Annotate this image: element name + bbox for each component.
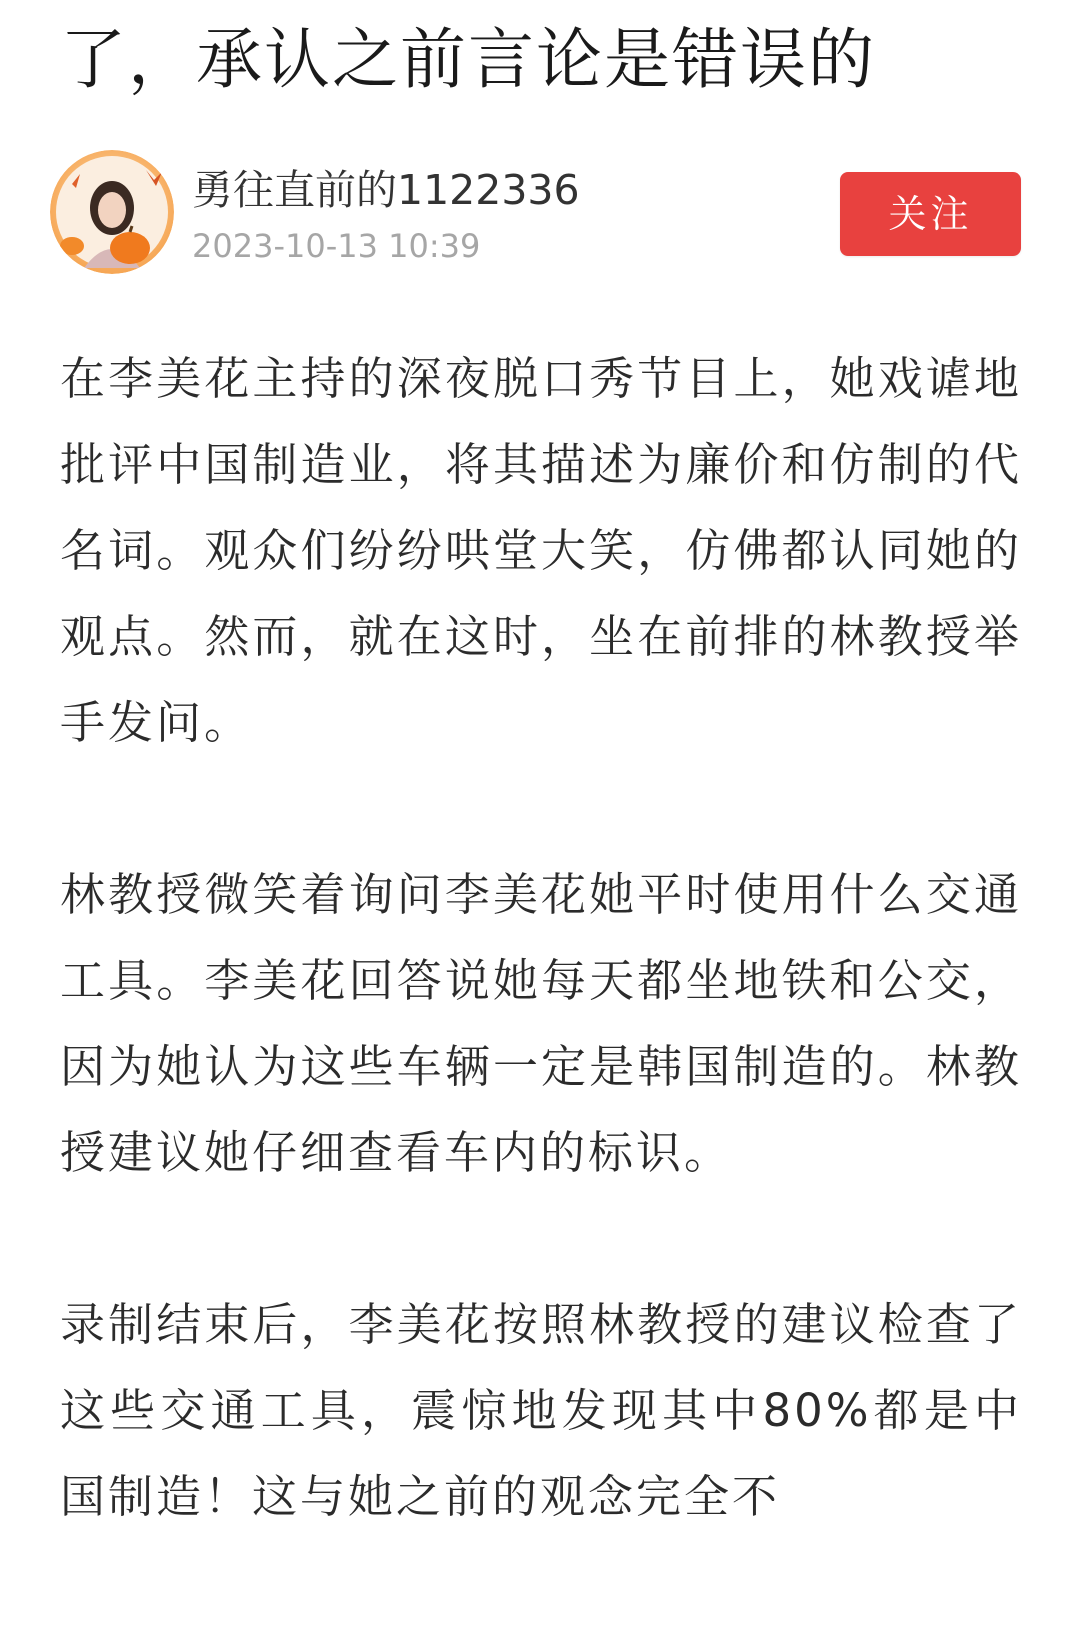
article-paragraph: 在李美花主持的深夜脱口秀节目上，她戏谑地批评中国制造业，将其描述为廉价和仿制的代名词。观众们纷纷哄堂大笑，仿佛都认同她的观点。然而，就在这时，坐在前排的林教授举手发问。 — [60, 352, 1022, 749]
article-body — [60, 336, 1022, 1626]
follow-button[interactable]: 关注 — [840, 172, 1021, 256]
post-timestamp: 2023-10-13 10:39 — [192, 227, 481, 265]
avatar[interactable] — [50, 150, 174, 274]
article-paragraph: 录制结束后，李美花按照林教授的建议检查了这些交通工具，震惊地发现其中80%都是中国制造！这与她之前的观念完全不 — [60, 1298, 1022, 1523]
article-paragraph: 林教授微笑着询问李美花她平时使用什么交通工具。李美花回答说她每天都坐地铁和公交，因为她认为这些车辆一定是韩国制造的。林教授建议她仔细查看车内的标识。 — [60, 868, 1022, 1179]
avatar-image — [50, 150, 174, 274]
page-title: 了，承认之前言论是错误的 — [60, 21, 876, 98]
author-name[interactable]: 勇往直前的1122336 — [192, 166, 580, 214]
